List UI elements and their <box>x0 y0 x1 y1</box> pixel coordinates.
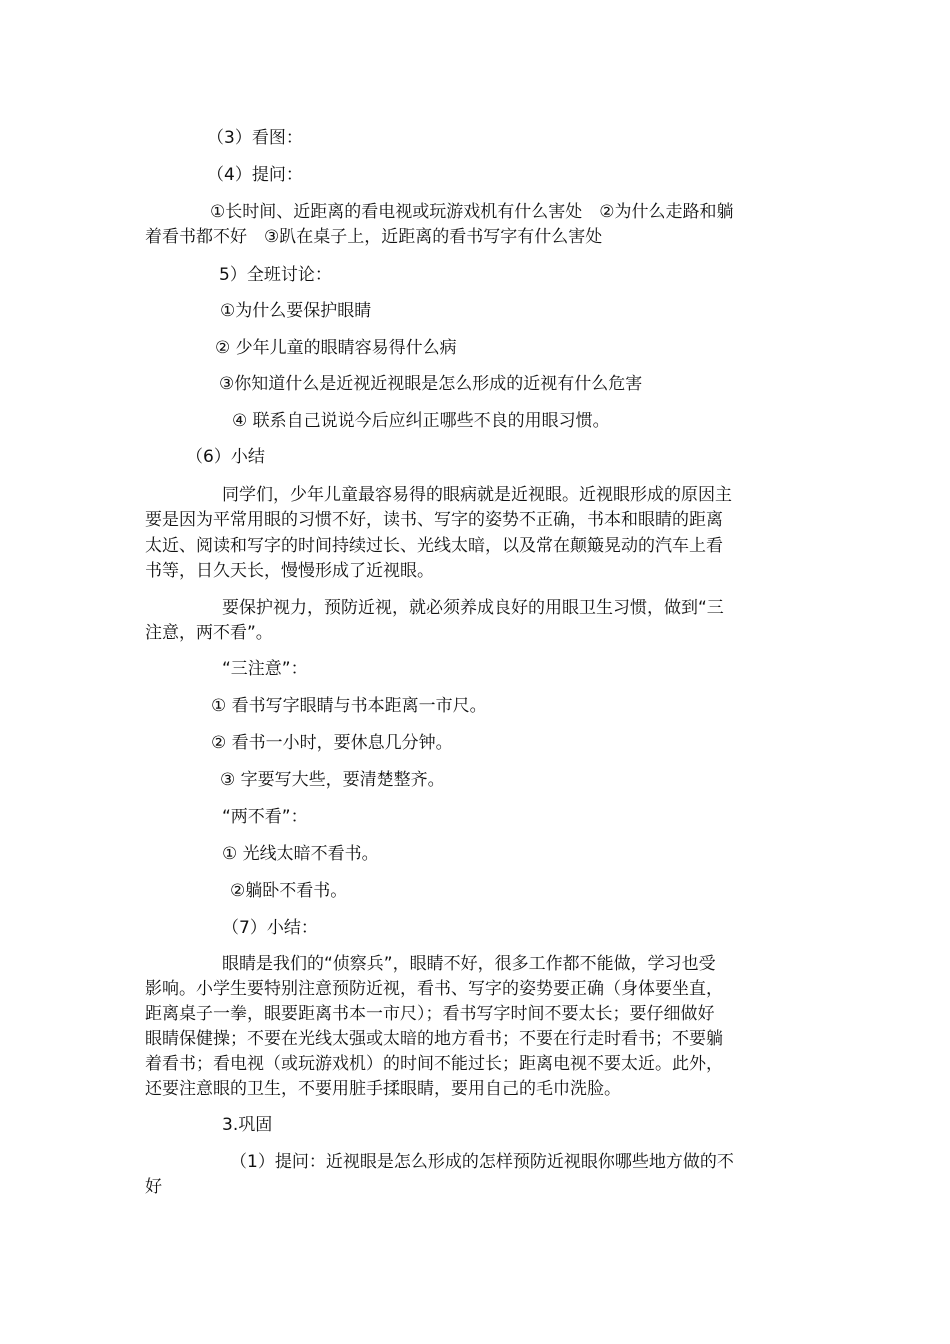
summary-para-3-line-5: 着看书；看电视（或玩游戏机）的时间不能过长；距离电视不要太近。此外， <box>145 1054 723 1074</box>
discussion-q2: ② 少年儿童的眼睛容易得什么病 <box>215 338 457 358</box>
summary-para-1-line-4: 书等，日久天长，慢慢形成了近视眼。 <box>145 561 434 581</box>
summary-para-3-line-6: 还要注意眼的卫生，不要用脏手揉眼睛，要用自己的毛巾洗脸。 <box>145 1079 621 1099</box>
summary-para-3-line-2: 影响。小学生要特别注意预防近视，看书、写字的姿势要正确（身体要坐直， <box>145 979 723 999</box>
question-line-1: ①长时间、近距离的看电视或玩游戏机有什么害处 ②为什么走路和躺 <box>210 202 734 222</box>
section-summary-7: （7）小结： <box>222 918 318 938</box>
three-attentions-2: ② 看书一小时，要休息几分钟。 <box>211 733 453 753</box>
summary-para-3-line-3: 距离桌子一拳，眼要距离书本一市尺）；看书写字时间不要太长；要仔细做好 <box>145 1004 715 1024</box>
two-donts-1: ① 光线太暗不看书。 <box>222 844 379 864</box>
question-line-2: 着看书都不好 ③趴在桌子上，近距离的看书写字有什么害处 <box>145 227 603 247</box>
consolidate-question-line-2: 好 <box>145 1177 162 1197</box>
summary-para-1-line-3: 太近、阅读和写字的时间持续过长、光线太暗，以及常在颠簸晃动的汽车上看 <box>145 536 723 556</box>
summary-para-3-line-4: 眼睛保健操；不要在光线太强或太暗的地方看书；不要在行走时看书；不要躺 <box>145 1029 723 1049</box>
item-class-discussion: 5）全班讨论： <box>219 265 332 285</box>
discussion-q3: ③你知道什么是近视近视眼是怎么形成的近视有什么危害 <box>219 374 643 394</box>
two-donts-2: ②躺卧不看书。 <box>230 881 348 901</box>
summary-para-1-line-1: 同学们，少年儿童最容易得的眼病就是近视眼。近视眼形成的原因主 <box>222 485 732 505</box>
section-summary-6: （6）小结 <box>186 447 265 467</box>
summary-para-2-line-1: 要保护视力，预防近视，就必须养成良好的用眼卫生习惯，做到“三 <box>222 598 724 618</box>
two-donts-heading: “两不看”： <box>222 807 308 827</box>
three-attentions-3: ③ 字要写大些，要清楚整齐。 <box>220 770 445 790</box>
item-look-at-picture: （3）看图： <box>207 128 303 148</box>
summary-para-2-line-2: 注意，两不看”。 <box>145 623 273 643</box>
item-questions: （4）提问： <box>207 165 303 185</box>
three-attentions-1: ① 看书写字眼睛与书本距离一市尺。 <box>211 696 487 716</box>
discussion-q4: ④ 联系自己说说今后应纠正哪些不良的用眼习惯。 <box>232 411 610 431</box>
summary-para-1-line-2: 要是因为平常用眼的习惯不好，读书、写字的姿势不正确，书本和眼睛的距离 <box>145 510 723 530</box>
consolidate-question-line-1: （1）提问：近视眼是怎么形成的怎样预防近视眼你哪些地方做的不 <box>230 1152 734 1172</box>
section-consolidate: 3.巩固 <box>222 1115 273 1135</box>
summary-para-3-line-1: 眼睛是我们的“侦察兵”，眼睛不好，很多工作都不能做，学习也受 <box>222 954 716 974</box>
discussion-q1: ①为什么要保护眼睛 <box>220 301 372 321</box>
three-attentions-heading: “三注意”： <box>222 659 308 679</box>
